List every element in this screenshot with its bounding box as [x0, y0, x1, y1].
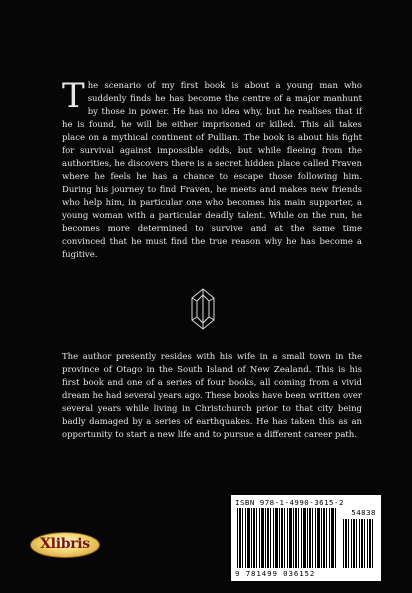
crystal-gem-icon [190, 288, 216, 330]
synopsis-text: he scenario of my first book is about a young man who suddenly finds he has become the centre of a major manhunt by those in power. He has no idea why, but he realises that if he is found, he will be either imprisoned or killed. This all takes place on a mythical continent of Pullian. The book is about his fight for survival against impossible odds, but while fleeing from the authorities, he discovers there is a secret hidden place called Fraven where he feels he has a chance to escape those following him. During his journey to find Fraven, he meets and makes new friends who help him, in particular one who becomes his main supporter, a young woman with a particular deadly talent. While on the run, he becomes more determined to survive and at the same time convinced that he must find the true reason why he has become a fugitive. [62, 81, 362, 260]
author-bio-paragraph: The author presently resides with his wife in a small town in the province of Otago in the South Island of New Zealand. This is his first book and one of a series of four books, all coming from a vivid dream he had several years ago. These books have been written over several years while living in Christchurch prior to that city being badly damaged by a series of earthquakes. He has taken this as an opportunity to start a new life and to pursue a different career path. [62, 352, 362, 440]
barcode-digits: 9 781499 036152 [235, 569, 316, 578]
price-barcode-bars [343, 519, 375, 568]
price-code: 54838 [351, 508, 376, 517]
barcode-bars [237, 508, 337, 568]
isbn-barcode [231, 495, 381, 581]
isbn-label: ISBN 978-1-4990-3615-2 [235, 498, 344, 507]
drop-cap: T [62, 76, 85, 116]
publisher-logo [30, 532, 100, 558]
logo-text: Xlibris [40, 536, 90, 552]
synopsis-paragraph [62, 76, 362, 262]
